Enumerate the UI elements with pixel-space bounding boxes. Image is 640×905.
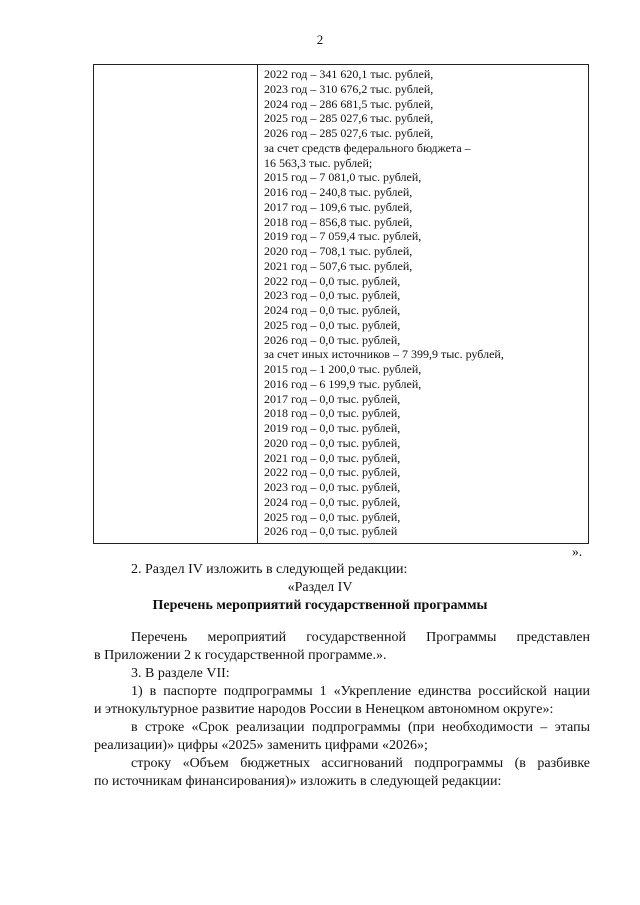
- paragraph-line: в строке «Срок реализации подпрограммы (при необходимости – этапы: [131, 720, 590, 735]
- table-line: 2024 год – 286 681,5 тыс. рублей,: [264, 96, 434, 111]
- table-line: 2025 год – 0,0 тыс. рублей,: [264, 317, 401, 332]
- closing-quote: ».: [572, 544, 583, 559]
- paragraph-line: в Приложении 2 к государственной программе.».: [94, 648, 387, 663]
- table-line: 2015 год – 7 081,0 тыс. рублей,: [264, 170, 422, 185]
- table-line: 2026 год – 285 027,6 тыс. рублей,: [264, 126, 434, 140]
- paragraph-line: Перечень мероприятий государственной Программы представлен: [131, 630, 590, 645]
- table-line: 2023 год – 310 676,2 тыс. рублей,: [264, 81, 434, 96]
- volume-row-paragraph: [94, 755, 590, 791]
- table-row: [94, 65, 589, 544]
- table-line: 2024 год – 0,0 тыс. рублей,: [264, 494, 401, 509]
- table-line: 2022 год – 0,0 тыс. рублей,: [264, 273, 401, 288]
- paragraph-line: строку «Объем бюджетных ассигнований подпрограммы (в разбивке: [131, 756, 590, 771]
- table-line: 2021 год – 0,0 тыс. рублей,: [264, 450, 401, 465]
- table-line: 2018 год – 856,8 тыс. рублей,: [264, 214, 413, 229]
- section-title: Перечень мероприятий государственной программы: [152, 598, 488, 613]
- table-line: 2016 год – 240,8 тыс. рублей,: [264, 185, 413, 199]
- table-line: 2015 год – 1 200,0 тыс. рублей,: [264, 362, 422, 376]
- table-line: 2016 год – 6 199,9 тыс. рублей,: [264, 376, 422, 391]
- paragraph-line: 1) в паспорте подпрограммы 1 «Укрепление единства российской нации: [131, 684, 590, 699]
- table-line: 2023 год – 0,0 тыс. рублей,: [264, 288, 401, 303]
- table-left-cell: [94, 65, 258, 544]
- table-line: 2018 год – 0,0 тыс. рублей,: [264, 406, 401, 421]
- table-line: 16 563,3 тыс. рублей;: [264, 155, 373, 170]
- table-line: 2022 год – 341 620,1 тыс. рублей,: [264, 67, 434, 81]
- paragraph-line: реализации)» цифры «2025» заменить цифрами «2026»;: [94, 738, 428, 753]
- section-heading: «Раздел IV: [287, 580, 353, 595]
- table-line: 2022 год – 0,0 тыс. рублей,: [264, 465, 401, 480]
- table-line: 2025 год – 0,0 тыс. рублей,: [264, 509, 401, 524]
- table-line: 2017 год – 0,0 тыс. рублей,: [264, 391, 401, 406]
- table-line: за счет иных источников – 7 399,9 тыс. рублей,: [264, 347, 504, 362]
- item-2-line: 2. Раздел IV изложить в следующей редакции:: [131, 562, 408, 577]
- table-line: 2021 год – 507,6 тыс. рублей,: [264, 258, 413, 273]
- item-2-text: [94, 561, 590, 579]
- table-right-cell: [258, 65, 589, 544]
- page-number: 2: [316, 32, 324, 47]
- term-row-paragraph: [94, 719, 590, 755]
- table-line: 2026 год – 0,0 тыс. рублей,: [264, 332, 401, 347]
- events-list-paragraph: [94, 629, 590, 665]
- table-line: 2025 год – 285 027,6 тыс. рублей,: [264, 111, 434, 126]
- table-line: 2024 год – 0,0 тыс. рублей,: [264, 303, 401, 317]
- paragraph-line: и этнокультурное развитие народов России в Ненецком автономном округе»:: [94, 702, 554, 717]
- subprogram-1-paragraph: [94, 683, 590, 719]
- budget-table: [93, 64, 589, 544]
- table-line: 2020 год – 0,0 тыс. рублей,: [264, 435, 401, 450]
- table-line: 2019 год – 0,0 тыс. рублей,: [264, 421, 401, 435]
- paragraph-line: по источникам финансирования)» изложить в следующей редакции:: [94, 774, 502, 789]
- item-3-line: 3. В разделе VII:: [131, 666, 230, 681]
- table-line: 2026 год – 0,0 тыс. рублей: [264, 524, 398, 539]
- table-line: 2023 год – 0,0 тыс. рублей,: [264, 480, 401, 494]
- item-3-text: [94, 665, 590, 683]
- table-line: за счет средств федерального бюджета –: [264, 140, 471, 155]
- table-line: 2020 год – 708,1 тыс. рублей,: [264, 244, 413, 258]
- table-line: 2019 год – 7 059,4 тыс. рублей,: [264, 229, 422, 244]
- table-line: 2017 год – 109,6 тыс. рублей,: [264, 199, 413, 214]
